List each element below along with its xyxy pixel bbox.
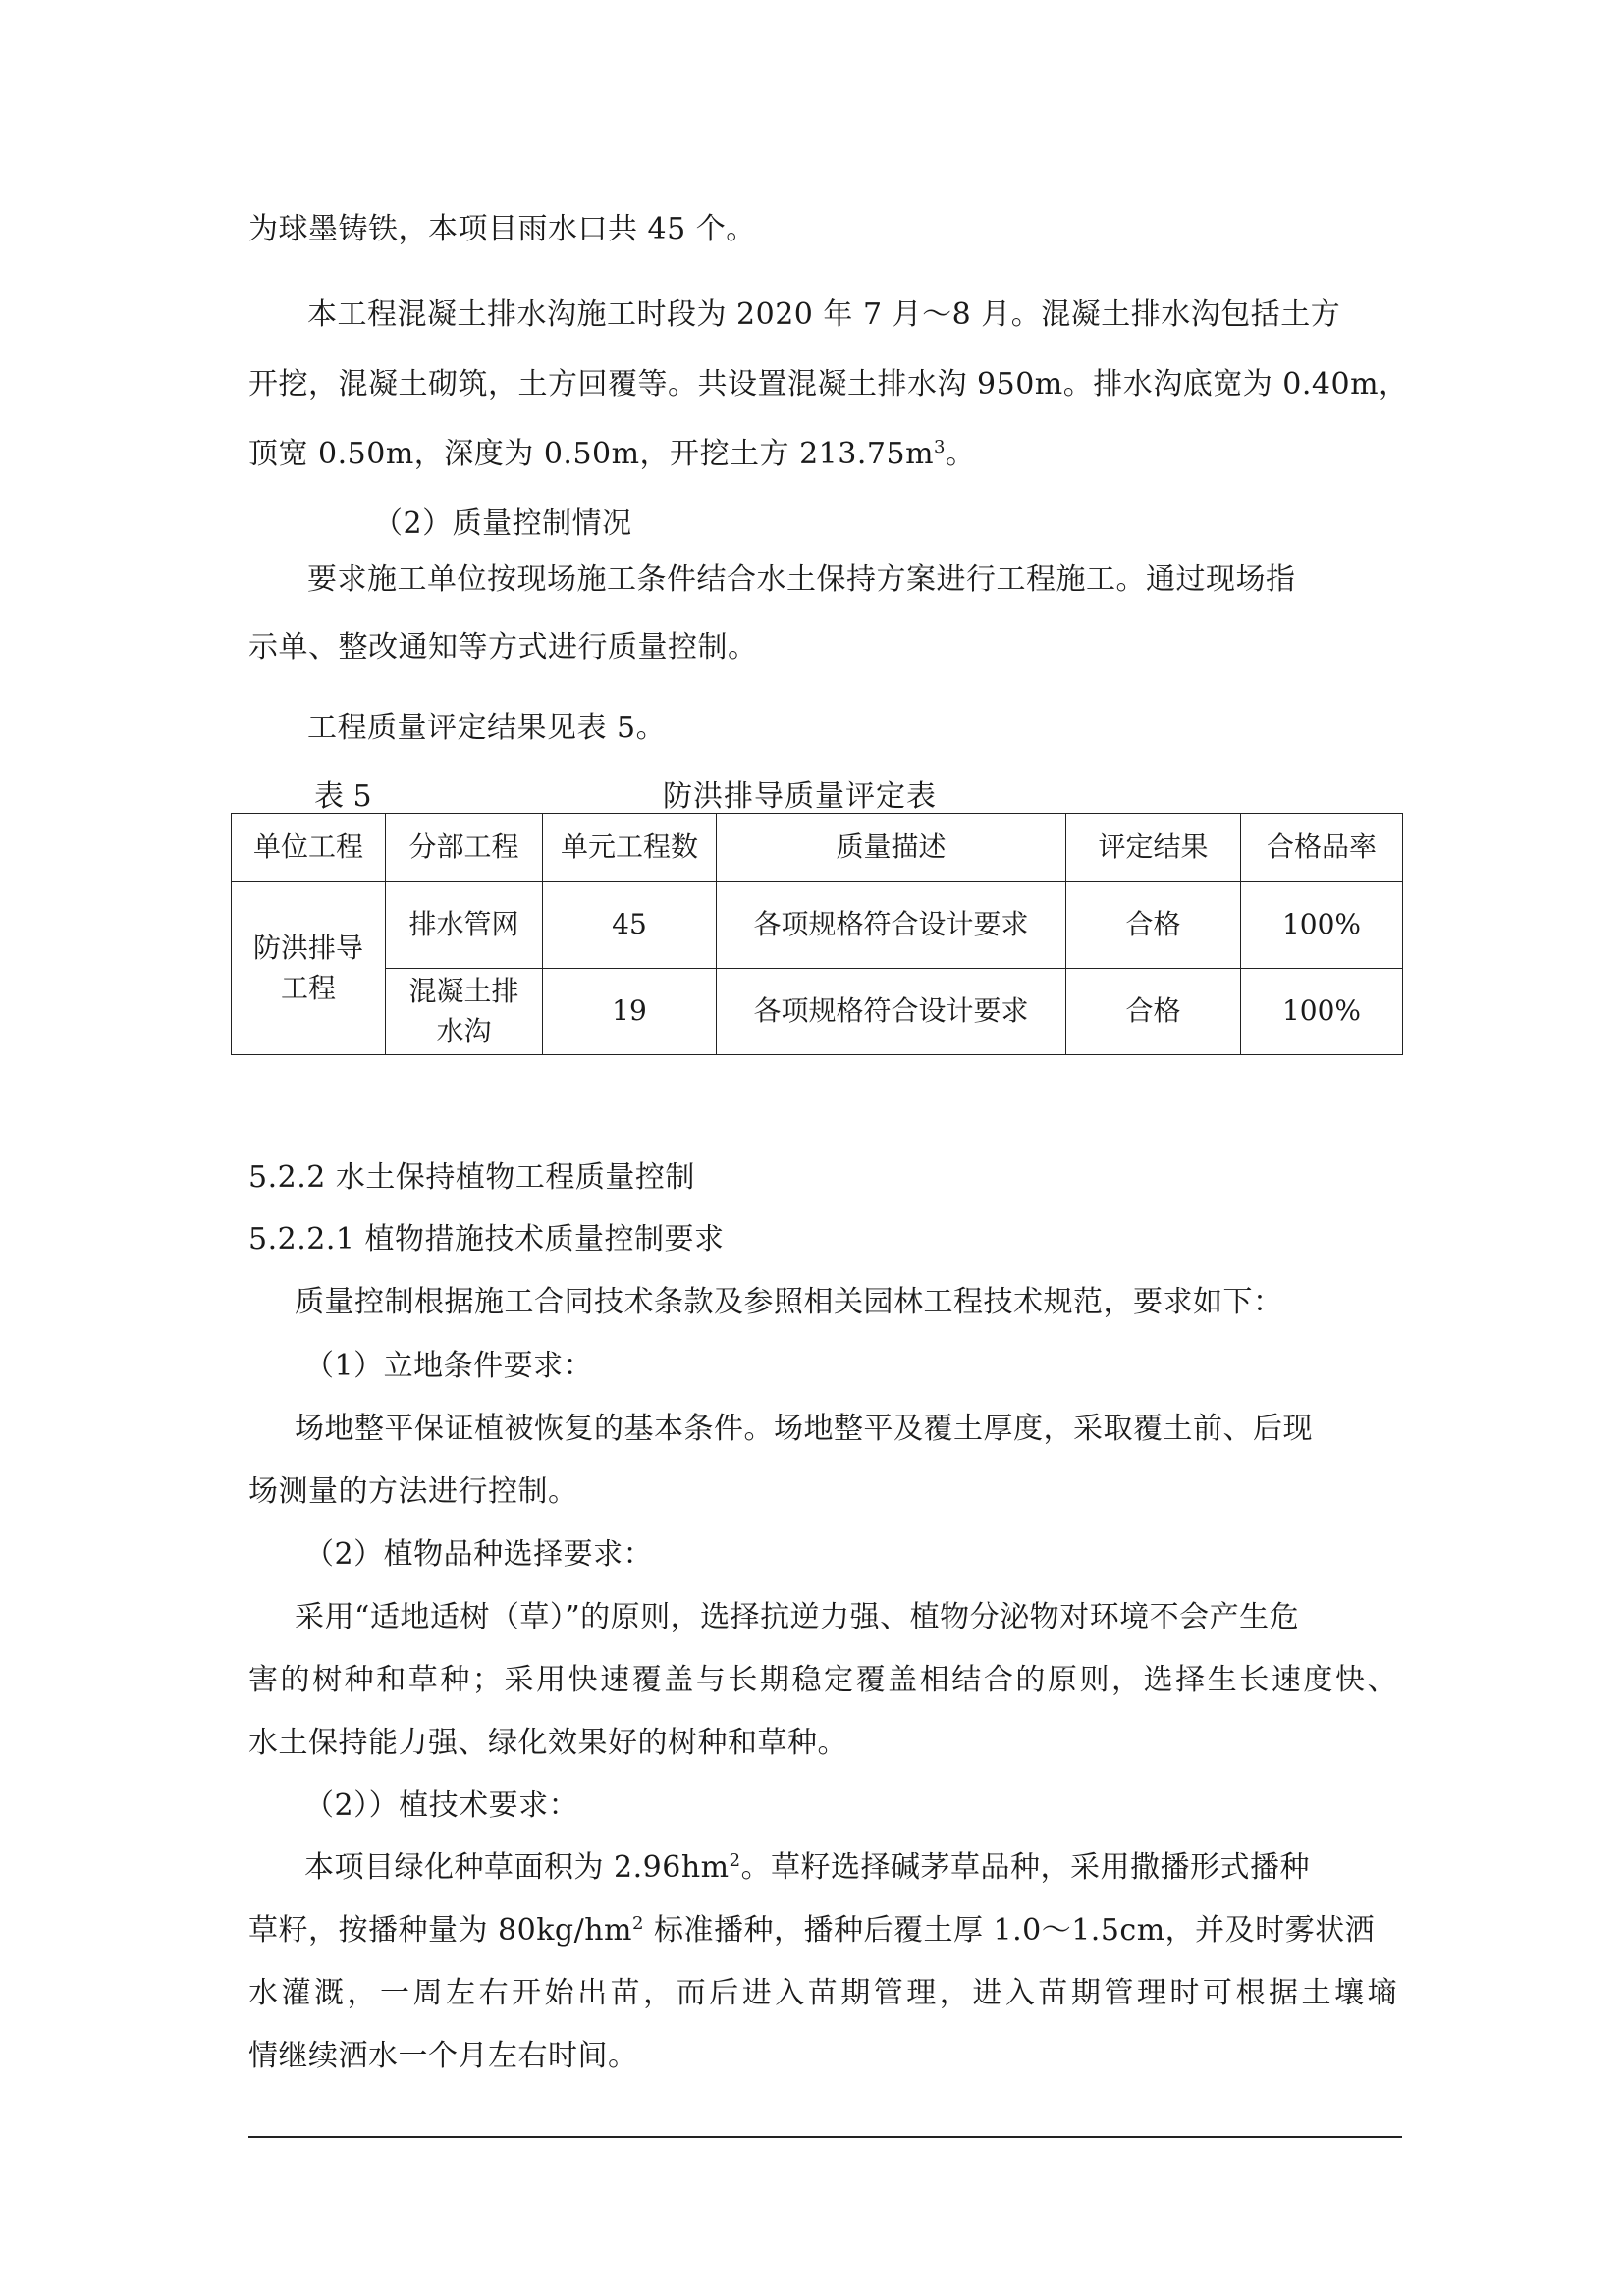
section-heading-5-2-2-1: 5.2.2.1 植物措施技术质量控制要求 [248, 1222, 725, 1256]
footer-divider [248, 2136, 1402, 2138]
paragraph-basis: 质量控制根据施工合同技术条款及参照相关园林工程技术规范，要求如下： [295, 1285, 1283, 1319]
table-header-cell: 单元工程数 [543, 814, 717, 882]
tech-line-2-a: 草籽，按播种量为 80kg/hm [248, 1913, 632, 1948]
section-heading-5-2-2: 5.2.2 水土保持植物工程质量控制 [248, 1160, 695, 1195]
unit-count-cell: 19 [543, 969, 717, 1055]
paragraph-species-line-1: 采用“适地适树（草）”的原则，选择抗逆力强、植物分泌物对环境不会产生危 [295, 1600, 1300, 1634]
part-project-cell: 排水管网 [386, 882, 543, 969]
paragraph-tech-line-3: 水灌溉，一周左右开始出苗，而后进入苗期管理，进入苗期管理时可根据土壤墒 [248, 1976, 1397, 2010]
paragraph-eval: 工程质量评定结果见表 5。 [307, 711, 667, 745]
quality-evaluation-table [231, 813, 1403, 1055]
paragraph-tech-line-1 [304, 1842, 1310, 1886]
result-cell: 合格 [1066, 882, 1241, 969]
table-header-row [232, 814, 1403, 882]
paragraph-drain-line-1: 本工程混凝土排水沟施工时段为 2020 年 7 月～8 月。混凝土排水沟包括土方 [307, 297, 1341, 332]
quality-desc-cell: 各项规格符合设计要求 [717, 969, 1066, 1055]
paragraph-tech-line-2 [248, 1905, 1375, 1949]
table-row [232, 969, 1403, 1055]
table-header-cell: 分部工程 [386, 814, 543, 882]
unit-project-cell: 防洪排导工程 [232, 882, 386, 1055]
paragraph-species-line-3: 水土保持能力强、绿化效果好的树种和草种。 [248, 1726, 847, 1760]
result-cell: 合格 [1066, 969, 1241, 1055]
paragraph-drain-line-3 [248, 429, 975, 472]
heading-quality-control: （2）质量控制情况 [373, 507, 632, 541]
paragraph-tech-line-4: 情继续洒水一个月左右时间。 [248, 2039, 638, 2073]
table-number: 表 5 [314, 779, 372, 814]
table-header-cell: 质量描述 [717, 814, 1066, 882]
cubic-superscript: 3 [934, 437, 946, 457]
pass-rate-cell: 100% [1241, 882, 1403, 969]
pass-rate-cell: 100% [1241, 969, 1403, 1055]
item-site-conditions: （1）立地条件要求： [304, 1349, 594, 1383]
table-header-cell: 评定结果 [1066, 814, 1241, 882]
tech-line-1-b: 。草籽选择碱茅草品种，采用撒播形式播种 [740, 1850, 1311, 1885]
paragraph-qc-line-1: 要求施工单位按现场施工条件结合水土保持方案进行工程施工。通过现场指 [307, 562, 1296, 597]
table-title: 防洪排导质量评定表 [663, 779, 937, 814]
area-superscript: 2 [729, 1850, 741, 1871]
paragraph-species-line-2: 害的树种和草种；采用快速覆盖与长期稳定覆盖相结合的原则，选择生长速度快、 [248, 1663, 1397, 1697]
paragraph-site-line-2: 场测量的方法进行控制。 [248, 1474, 578, 1509]
rate-superscript: 2 [631, 1913, 644, 1934]
table-header-cell: 合格品率 [1241, 814, 1403, 882]
paragraph-qc-line-2: 示单、整改通知等方式进行质量控制。 [248, 630, 758, 665]
drain-line-3-end: 。 [945, 437, 976, 471]
paragraph-top: 为球墨铸铁，本项目雨水口共 45 个。 [248, 212, 756, 246]
item-planting-tech: （2））植技术要求： [304, 1789, 579, 1823]
part-project-cell: 混凝土排水沟 [386, 969, 543, 1055]
paragraph-site-line-1: 场地整平保证植被恢复的基本条件。场地整平及覆土厚度，采取覆土前、后现 [295, 1412, 1313, 1446]
tech-line-1-a: 本项目绿化种草面积为 2.96hm [304, 1850, 730, 1885]
paragraph-drain-line-2: 开挖，混凝土砌筑，土方回覆等。共设置混凝土排水沟 950m。排水沟底宽为 0.40m， [248, 367, 1409, 401]
unit-count-cell: 45 [543, 882, 717, 969]
item-species-selection: （2）植物品种选择要求： [304, 1537, 654, 1572]
drain-line-3-text: 顶宽 0.50m，深度为 0.50m，开挖土方 213.75m [248, 437, 935, 471]
table-row [232, 882, 1403, 969]
tech-line-2-b: 标准播种，播种后覆土厚 1.0～1.5cm，并及时雾状洒 [643, 1913, 1376, 1948]
quality-desc-cell: 各项规格符合设计要求 [717, 882, 1066, 969]
table-header-cell: 单位工程 [232, 814, 386, 882]
